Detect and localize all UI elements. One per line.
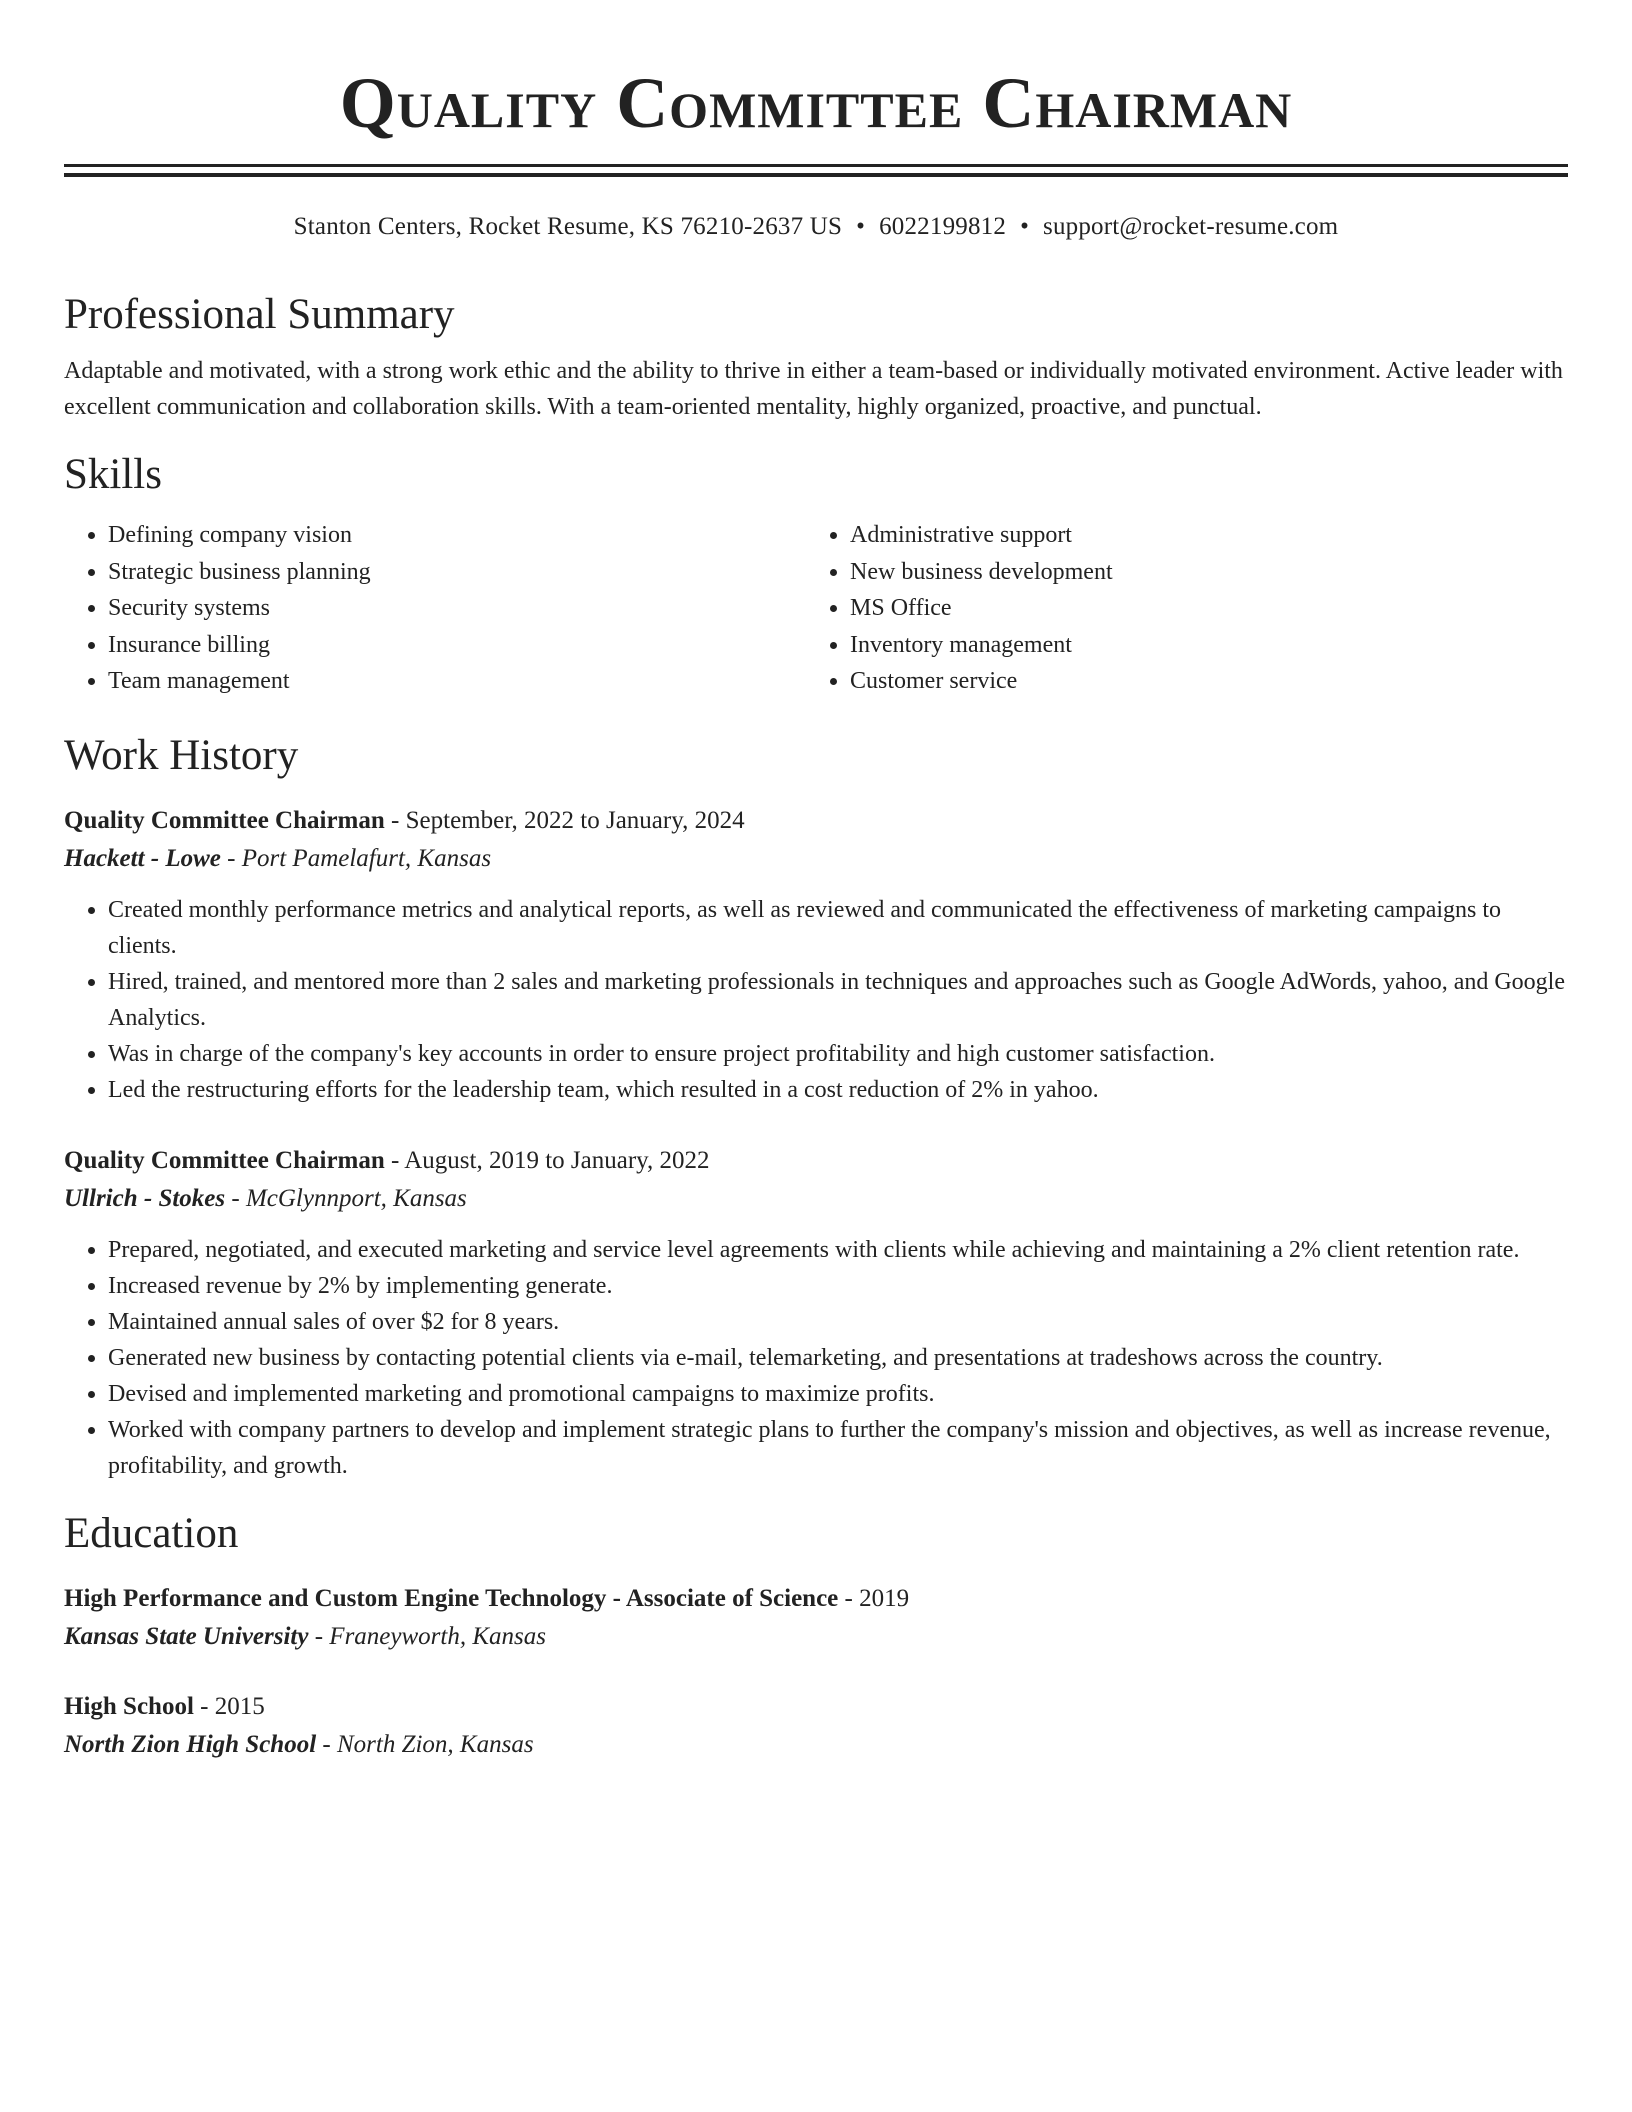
education-degree: High Performance and Custom Engine Technology - Associate of Science xyxy=(64,1584,839,1612)
skills-grid xyxy=(64,517,1568,700)
education-section xyxy=(64,1508,1568,1764)
contact-separator: • xyxy=(1020,213,1030,240)
header-rule-thick xyxy=(64,173,1568,177)
education-school-line xyxy=(64,1726,1568,1764)
education-entry xyxy=(64,1688,1568,1764)
skills-column-right xyxy=(806,517,1548,700)
skill-item: • MS Office xyxy=(850,590,1548,627)
resume-name: Quality Committee Chairman xyxy=(339,63,1293,143)
education-school-line xyxy=(64,1618,1568,1656)
skill-item: • New business development xyxy=(850,554,1548,591)
summary-heading: Professional Summary xyxy=(64,291,455,338)
skills-section xyxy=(64,449,1568,700)
skill-item: • Security systems xyxy=(108,590,806,627)
summary-text: Adaptable and motivated, with a strong work ethic and the ability to thrive in either a team-based or individually motivated environment. Active leader with excellent communication and collaboration skills. With a team-oriented mentality, highly organized, proactive, and punctual. xyxy=(64,358,1563,420)
education-heading: Education xyxy=(64,1509,239,1557)
job-company: Hackett - Lowe xyxy=(64,844,221,872)
job-bullet: • Led the restructuring efforts for the leadership team, which resulted in a cost reduction of 2% in yahoo. xyxy=(108,1072,1568,1108)
job-title: Quality Committee Chairman xyxy=(64,806,385,834)
job-title: Quality Committee Chairman xyxy=(64,1146,385,1174)
contact-phone: 6022199812 xyxy=(879,213,1007,240)
skill-item: • Inventory management xyxy=(850,627,1548,664)
job-bullet: • Maintained annual sales of over $2 for 8 years. xyxy=(108,1304,1568,1340)
skill-item: • Customer service xyxy=(850,663,1548,700)
header-rule-thin xyxy=(64,164,1568,167)
education-year: - 2019 xyxy=(838,1584,910,1612)
job-dates: - September, 2022 to January, 2024 xyxy=(384,806,745,834)
skill-item: • Team management xyxy=(108,663,806,700)
job-title-line xyxy=(64,1142,1568,1180)
contact-email: support@rocket-resume.com xyxy=(1043,213,1339,240)
skill-item: • Strategic business planning xyxy=(108,554,806,591)
skills-column-left xyxy=(64,517,806,700)
education-degree-line xyxy=(64,1580,1568,1618)
job-bullet: • Prepared, negotiated, and executed marketing and service level agreements with clients while achieving and maintaining a 2% client retention rate. xyxy=(108,1232,1568,1268)
skills-heading: Skills xyxy=(64,451,162,498)
education-year: - 2015 xyxy=(193,1692,265,1720)
contact-separator: • xyxy=(856,213,866,240)
job-place-line xyxy=(64,1180,1568,1218)
job-dates: - August, 2019 to January, 2022 xyxy=(384,1146,710,1174)
job-bullet: • Worked with company partners to develop and implement strategic plans to further the company's mission and objectives, as well as increase revenue, profitability, and growth. xyxy=(108,1412,1568,1484)
work-history-section xyxy=(64,730,1568,1484)
education-location: - Franeyworth, Kansas xyxy=(308,1622,546,1650)
job-bullets xyxy=(64,1232,1568,1484)
contact-line xyxy=(64,211,1568,243)
job-bullets xyxy=(64,892,1568,1108)
job-bullet: • Increased revenue by 2% by implementing generate. xyxy=(108,1268,1568,1304)
education-degree-line xyxy=(64,1688,1568,1726)
education-school: Kansas State University xyxy=(64,1622,309,1650)
skill-item: • Insurance billing xyxy=(108,627,806,664)
job-location: - Port Pamelafurt, Kansas xyxy=(220,844,492,872)
summary-section xyxy=(64,289,1568,425)
job-bullet: • Devised and implemented marketing and promotional campaigns to maximize profits. xyxy=(108,1376,1568,1412)
education-location: - North Zion, Kansas xyxy=(316,1730,534,1758)
resume-page xyxy=(64,0,1568,1764)
skill-item: • Defining company vision xyxy=(108,517,806,554)
skill-item: • Administrative support xyxy=(850,517,1548,554)
job-entry xyxy=(64,802,1568,1108)
job-company: Ullrich - Stokes xyxy=(64,1184,226,1212)
contact-address: Stanton Centers, Rocket Resume, KS 76210-2637 US xyxy=(293,213,843,240)
job-bullet: • Was in charge of the company's key accounts in order to ensure project profitability and high customer satisfaction. xyxy=(108,1036,1568,1072)
job-bullet: • Hired, trained, and mentored more than 2 sales and marketing professionals in techniques and approaches such as Google AdWords, yahoo, and Google Analytics. xyxy=(108,964,1568,1036)
education-entry xyxy=(64,1580,1568,1656)
job-place-line xyxy=(64,840,1568,878)
job-bullet: • Created monthly performance metrics and analytical reports, as well as reviewed and communicated the effectiveness of marketing campaigns to clients. xyxy=(108,892,1568,964)
work-history-heading: Work History xyxy=(64,731,299,779)
job-bullet: • Generated new business by contacting potential clients via e-mail, telemarketing, and presentations at tradeshows across the country. xyxy=(108,1340,1568,1376)
education-school: North Zion High School xyxy=(64,1730,317,1758)
job-entry xyxy=(64,1142,1568,1484)
education-degree: High School xyxy=(64,1692,194,1720)
job-title-line xyxy=(64,802,1568,840)
job-location: - McGlynnport, Kansas xyxy=(225,1184,467,1212)
